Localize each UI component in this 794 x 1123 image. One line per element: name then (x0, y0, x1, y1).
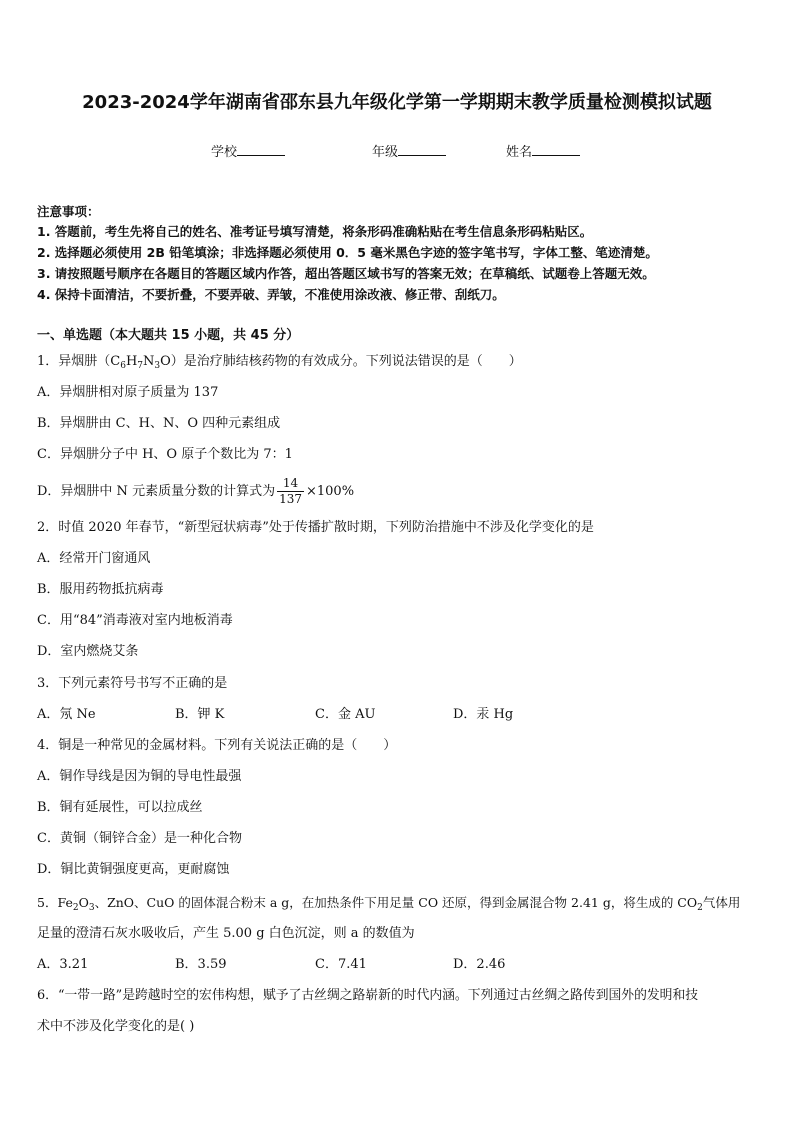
question-2-stem: 2．时值 2020 年春节，“新型冠状病毒”处于传播扩散时期，下列防治措施中不涉及化学变化的是 (37, 520, 594, 535)
question-2-option-d: D．室内燃烧艾条 (37, 644, 139, 659)
question-2-option-b: B．服用药物抵抗病毒 (37, 582, 164, 597)
grade-label: 年级 (372, 145, 399, 160)
notice-heading: 注意事项： (37, 204, 100, 219)
fraction: $\frac{14}{137}$ (279, 476, 302, 506)
grade-field (372, 141, 446, 160)
question-3-option-c: C．金 AU (315, 707, 376, 722)
question-4-option-c: C．黄铜（铜锌合金）是一种化合物 (37, 831, 242, 846)
school-label: 学校 (211, 145, 238, 160)
question-4-option-d: D．铜比黄铜强度更高，更耐腐蚀 (37, 862, 230, 877)
question-2-option-a: A．经常开门窗通风 (37, 551, 151, 566)
question-3-option-a: A．氖 Ne (37, 707, 96, 722)
question-5-option-a: A．3.21 (37, 957, 89, 972)
school-field (211, 141, 285, 160)
question-3-stem: 3．下列元素符号书写不正确的是 (37, 676, 228, 691)
notice-item: 1. 答题前，考生先将自己的姓名、准考证号填写清楚，将条形码准确粘贴在考生信息条形码粘贴区。 (37, 224, 593, 239)
question-5-stem: 5．$Fe_2O_3$、ZnO、CuO 的固体混合粉末 a g，在加热条件下用足量 CO 还原，得到金属混合物 2.41 g，将生成的 $CO_2$气体用 (37, 895, 741, 913)
question-5-option-d: D．2.46 (453, 957, 506, 972)
question-1-option-a: A．异烟肼相对原子质量为 137 (37, 385, 219, 400)
question-6-stem: 6．“一带一路”是跨越时空的宏伟构想，赋予了古丝绸之路崭新的时代内涵。下列通过古丝绸之路传到国外的发明和技 (37, 988, 699, 1003)
question-5-option-b: B．3.59 (175, 957, 227, 972)
question-1-option-b: B．异烟肼由 C、H、N、O 四种元素组成 (37, 416, 281, 431)
grade-blank[interactable] (398, 143, 446, 156)
question-2-option-c: C．用“84”消毒液对室内地板消毒 (37, 613, 233, 628)
question-5-option-c: C．7.41 (315, 957, 367, 972)
section-heading: 一、单选题（本大题共 15 小题，共 45 分） (37, 328, 300, 343)
question-4-option-b: B．铜有延展性，可以拉成丝 (37, 800, 203, 815)
question-3-option-d: D．汞 Hg (453, 707, 514, 722)
name-label: 姓名 (506, 145, 533, 160)
question-1-stem: 1．异烟肼$(C_6H_7N_3O)$是治疗肺结核药物的有效成分。下列说法错误的是（ ） (37, 354, 522, 371)
notice-item: 2. 选择题必须使用 2B 铅笔填涂；非选择题必须使用 0．5 毫米黑色字迹的签字笔书写，字体工整、笔迹清楚。 (37, 245, 658, 260)
question-4-stem: 4．铜是一种常见的金属材料。下列有关说法正确的是（ ） (37, 738, 397, 753)
question-4-option-a: A．铜作导线是因为铜的导电性最强 (37, 769, 242, 784)
question-3-option-b: B．钾 K (175, 707, 225, 722)
question-6-stem-cont: 术中不涉及化学变化的是( ) (37, 1019, 195, 1034)
question-1-option-d: D．异烟肼中 N 元素质量分数的计算式为 $\frac{14}{137}$ ×100% (37, 476, 355, 506)
notice-item: 3. 请按照题号顺序在各题目的答题区域内作答，超出答题区域书写的答案无效；在草稿纸、试题卷上答题无效。 (37, 266, 655, 281)
school-blank[interactable] (237, 143, 285, 156)
notice-item: 4. 保持卡面清洁，不要折叠，不要弄破、弄皱，不准使用涂改液、修正带、刮纸刀。 (37, 287, 505, 302)
name-blank[interactable] (532, 143, 580, 156)
name-field (506, 141, 580, 160)
question-1-option-c: C．异烟肼分子中 H、O 原子个数比为 7：1 (37, 447, 293, 462)
page-title: 2023-2024学年湖南省邵东县九年级化学第一学期期末教学质量检测模拟试题 (82, 92, 712, 113)
question-5-stem-cont: 足量的澄清石灰水吸收后，产生 5.00 g 白色沉淀，则 a 的数值为 (37, 926, 415, 941)
